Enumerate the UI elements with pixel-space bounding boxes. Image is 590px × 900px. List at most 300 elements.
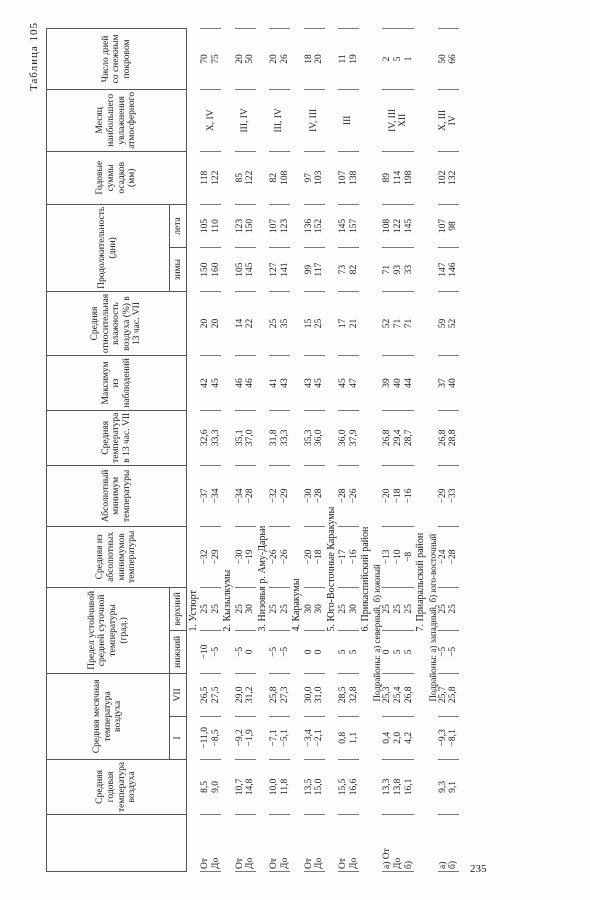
cell-line: −29 <box>210 549 221 565</box>
cell-line: 30 <box>348 604 359 614</box>
header-max-obs: Максимум из наблюдений <box>47 356 187 411</box>
cell-line: 0,8 <box>337 731 348 744</box>
table-cell-c9 <box>382 356 414 411</box>
table-cell-c2 <box>382 716 414 759</box>
cell-line: −7,1 <box>269 729 280 747</box>
table-cell-c9 <box>200 356 221 411</box>
cell-line: 75 <box>210 54 221 64</box>
cell-line: 4,2 <box>403 731 414 744</box>
header-months-moist: Месяц наибольшего увлажнения атмосферного <box>47 89 187 151</box>
cell-line: 73 <box>337 264 348 275</box>
cell-line: 45 <box>210 378 221 388</box>
cell-line: 70 <box>200 54 211 64</box>
cell-line: 28,7 <box>403 429 414 447</box>
cell-line: 25 <box>382 604 393 614</box>
table-row <box>235 28 256 871</box>
cell-line: 147 <box>437 262 448 277</box>
cell-line: 1 <box>403 56 414 62</box>
cell-line: −20 <box>303 549 314 565</box>
table-cell-c7 <box>304 465 325 526</box>
cell-line: 89 <box>382 173 393 183</box>
table-cell-c10 <box>235 291 256 355</box>
cell-line: 16,6 <box>348 778 359 796</box>
cell-line: а) От <box>382 848 393 869</box>
cell-line: −2,1 <box>314 729 325 747</box>
table-cell-c3 <box>438 673 459 716</box>
cell-line: 15,5 <box>337 778 348 796</box>
table-cell-c10 <box>200 291 221 355</box>
cell-line: 132 <box>448 170 459 185</box>
cell-line: −33 <box>448 488 459 504</box>
table-cell-c11 <box>338 248 359 292</box>
table-cell-c15 <box>269 28 290 89</box>
cell-line: 25 <box>279 604 290 614</box>
table-cell-c15 <box>304 28 325 89</box>
header-threshold-high: верхний <box>170 587 187 630</box>
table-cell-c3 <box>338 673 359 716</box>
cell-line: 102 <box>437 170 448 185</box>
cell-line: 14,8 <box>245 778 256 796</box>
table-cell-c13 <box>200 151 221 204</box>
cell-line: 114 <box>393 170 404 185</box>
cell-line: 99 <box>303 264 314 275</box>
cell-line: 25 <box>337 604 348 614</box>
cell-line: 9,1 <box>448 781 459 793</box>
cell-line: −32 <box>269 488 280 504</box>
section-title: 2. Кызылкумы <box>222 569 234 632</box>
cell-line: −5 <box>269 646 280 657</box>
table-title: Таблица 105 <box>28 22 40 92</box>
section-title: 4. Каракумы <box>291 578 303 632</box>
cell-line: 71 <box>403 318 414 329</box>
table-cell-c7 <box>382 465 414 526</box>
cell-line: 108 <box>279 170 290 185</box>
cell-line: −16 <box>348 549 359 565</box>
table-cell-c9 <box>438 356 459 411</box>
cell-line: 42 <box>200 378 211 388</box>
header-duration: Продолжительность (дни) <box>47 204 170 291</box>
cell-line: 10,0 <box>269 778 280 796</box>
cell-line: 32,6 <box>200 429 211 447</box>
cell-line: 43 <box>303 378 314 388</box>
table-cell-c14 <box>200 89 221 151</box>
cell-line: От <box>200 857 211 869</box>
table-cell-c4 <box>382 630 414 673</box>
cell-line: 35,3 <box>303 429 314 447</box>
cell-line: −5 <box>210 646 221 657</box>
row-label-cell <box>200 815 221 872</box>
row-label-cell <box>304 815 325 872</box>
cell-line: 160 <box>210 262 221 277</box>
cell-line: 0 <box>303 649 314 655</box>
cell-line: До <box>348 857 359 869</box>
cell-line: −5 <box>437 646 448 657</box>
cell-line: −10 <box>200 644 211 660</box>
table-cell-c12 <box>304 204 325 248</box>
cell-line: −26 <box>269 549 280 565</box>
table-row <box>438 28 459 871</box>
table-cell-c2 <box>235 716 256 759</box>
cell-line: 25,4 <box>393 686 404 704</box>
table-cell-c4 <box>304 630 325 673</box>
table-cell-c10 <box>382 291 414 355</box>
header-avg-month: Средняя месячная температура воздуха <box>47 673 170 759</box>
cell-line: От <box>303 857 314 869</box>
cell-line: 25 <box>269 604 280 614</box>
cell-line: 27,3 <box>279 686 290 704</box>
cell-line: 5 <box>337 649 348 655</box>
header-abs-min: Абсолютный минимум температуры <box>47 465 187 526</box>
cell-line: −13 <box>382 549 393 565</box>
cell-line: III <box>343 115 354 126</box>
cell-line: До <box>245 857 256 869</box>
cell-line: 9,0 <box>210 781 221 793</box>
table-cell-c7 <box>200 465 221 526</box>
table-cell-c15 <box>438 28 459 89</box>
cell-line: 123 <box>234 218 245 234</box>
cell-line: 150 <box>200 262 211 277</box>
cell-line: −20 <box>382 488 393 504</box>
header-avg-year-temp: Средняя годовая температура воздуха <box>47 759 187 814</box>
cell-line: 30 <box>245 604 256 614</box>
cell-line: 35 <box>279 318 290 329</box>
table-cell-c5 <box>438 587 459 630</box>
cell-line: IV <box>448 115 459 126</box>
section-title-row <box>359 28 372 871</box>
cell-line: −16 <box>403 488 414 504</box>
cell-line: 97 <box>303 173 314 183</box>
cell-line: −19 <box>245 549 256 565</box>
cell-line: 26,8 <box>382 429 393 447</box>
table-cell-c8 <box>304 410 325 465</box>
cell-line: 85 <box>234 173 245 183</box>
cell-line: 0 <box>245 649 256 655</box>
cell-line: −11,0 <box>200 727 211 749</box>
table-cell-c2 <box>200 716 221 759</box>
cell-line: III, IV <box>239 108 250 133</box>
table-cell-c3 <box>235 673 256 716</box>
cell-line: 123 <box>279 218 290 234</box>
table-cell-c7 <box>338 465 359 526</box>
cell-line: 25 <box>200 604 211 614</box>
cell-line: 26,8 <box>437 429 448 447</box>
cell-line: 19 <box>348 54 359 64</box>
cell-line: 66 <box>448 54 459 64</box>
header-duration-winter: зимы <box>170 248 187 292</box>
table-cell-c4 <box>438 630 459 673</box>
table-cell-c11 <box>382 248 414 292</box>
cell-line: 5 <box>348 649 359 655</box>
section-title: 7. Приаральский район <box>415 532 427 632</box>
cell-line: X, III <box>437 109 448 131</box>
table-cell-c11 <box>438 248 459 292</box>
cell-line: −5 <box>448 646 459 657</box>
cell-line: 98 <box>448 221 459 231</box>
cell-line: 145 <box>403 218 414 234</box>
cell-line: От <box>269 857 280 869</box>
table-cell-c13 <box>269 151 290 204</box>
cell-line: 82 <box>348 264 359 275</box>
section-title-row <box>221 28 234 871</box>
table-cell-c14 <box>304 89 325 151</box>
cell-line: −5 <box>279 646 290 657</box>
header-threshold-low: нижний <box>170 630 187 673</box>
table-cell-c11 <box>304 248 325 292</box>
cell-line: −3,4 <box>303 729 314 747</box>
cell-line: б) <box>448 861 459 869</box>
table-cell-c13 <box>382 151 414 204</box>
section-title: 3. Низовья р. Аму-Дарьи <box>256 525 268 632</box>
cell-line: X, IV <box>205 109 216 132</box>
cell-line: 25,8 <box>269 686 280 704</box>
table-cell-c12 <box>438 204 459 248</box>
climate-table <box>46 28 459 872</box>
cell-line: 25 <box>210 604 221 614</box>
cell-line: 18 <box>303 54 314 64</box>
section-title-row <box>187 28 201 871</box>
cell-line: 22 <box>245 318 256 329</box>
section-subtitle-row <box>428 28 438 871</box>
cell-line: От <box>234 857 245 869</box>
cell-line: До <box>210 857 221 869</box>
cell-line: 25 <box>393 604 404 614</box>
cell-line: 33,3 <box>279 429 290 447</box>
cell-line: IV, III <box>308 108 319 132</box>
section-subtitle: Подрайоны: а) западный, б) юго-восточный <box>427 533 438 702</box>
cell-line: 16,1 <box>403 778 414 796</box>
cell-line: 15,0 <box>314 778 325 796</box>
cell-line: 11,8 <box>279 778 290 796</box>
cell-line: 71 <box>393 318 404 329</box>
cell-line: 25,7 <box>437 686 448 704</box>
cell-line: 59 <box>437 318 448 329</box>
cell-line: б) <box>403 861 414 869</box>
cell-line: 52 <box>382 318 393 329</box>
cell-line: 29,4 <box>393 429 404 447</box>
table-cell-c13 <box>304 151 325 204</box>
table-cell-c8 <box>382 410 414 465</box>
cell-line: −8,1 <box>448 729 459 747</box>
table-row <box>200 28 221 871</box>
table-cell-c12 <box>269 204 290 248</box>
table-cell-c9 <box>235 356 256 411</box>
header-duration-summer: лета <box>170 204 187 248</box>
cell-line: 26,5 <box>200 686 211 704</box>
cell-line: 0 <box>382 649 393 655</box>
cell-line: 127 <box>269 262 280 277</box>
header-label <box>47 815 187 872</box>
cell-line: −9,3 <box>437 729 448 747</box>
table-cell-c12 <box>382 204 414 248</box>
cell-line: 150 <box>245 218 256 234</box>
cell-line: XII <box>398 113 409 127</box>
table-cell-c14 <box>235 89 256 151</box>
cell-line: 2 <box>382 56 393 62</box>
cell-line: 44 <box>403 378 414 388</box>
cell-line: 152 <box>314 218 325 234</box>
cell-line: 37 <box>437 378 448 388</box>
cell-line: 31,2 <box>245 686 256 704</box>
cell-line: 105 <box>234 262 245 277</box>
cell-line: 33,3 <box>210 429 221 447</box>
cell-line: 25 <box>403 604 414 614</box>
table-cell-c8 <box>269 410 290 465</box>
row-label-cell <box>338 815 359 872</box>
cell-line: 20 <box>210 318 221 329</box>
cell-line: 40 <box>393 378 404 388</box>
cell-line: 198 <box>403 170 414 185</box>
cell-line: 46 <box>234 378 245 388</box>
cell-line: −28 <box>245 488 256 504</box>
table-cell-c1 <box>235 759 256 814</box>
cell-line: 1,1 <box>348 731 359 744</box>
table-row <box>304 28 325 871</box>
table-cell-c5 <box>382 587 414 630</box>
cell-line: 20 <box>314 54 325 64</box>
cell-line: 141 <box>279 262 290 277</box>
cell-line: 52 <box>448 318 459 329</box>
cell-line: 82 <box>269 173 280 183</box>
table-cell-c3 <box>200 673 221 716</box>
cell-line: 45 <box>337 378 348 388</box>
cell-line: 0 <box>314 649 325 655</box>
table-cell-c8 <box>338 410 359 465</box>
cell-line: −5,1 <box>279 729 290 747</box>
cell-line: −29 <box>279 488 290 504</box>
table-cell-c11 <box>200 248 221 292</box>
header-precip: Годовые суммы осадков (мм) <box>47 151 187 204</box>
cell-line: 30,0 <box>303 686 314 704</box>
table-cell-c11 <box>235 248 256 292</box>
row-label-cell <box>382 815 414 872</box>
table-cell-c9 <box>304 356 325 411</box>
cell-line: До <box>314 857 325 869</box>
table-cell-c7 <box>438 465 459 526</box>
cell-line: −9,2 <box>234 729 245 747</box>
cell-line: 25,3 <box>382 686 393 704</box>
cell-line: До <box>279 857 290 869</box>
table-cell-c12 <box>338 204 359 248</box>
table-cell-c14 <box>438 89 459 151</box>
section-title: 5. Юго-Восточные Каракумы <box>325 506 337 632</box>
table-cell-c12 <box>235 204 256 248</box>
table-cell-c1 <box>200 759 221 814</box>
cell-line: 25 <box>314 318 325 329</box>
table-cell-c5 <box>235 587 256 630</box>
row-label-cell <box>235 815 256 872</box>
cell-line: 136 <box>303 218 314 234</box>
table-cell-c6 <box>235 526 256 587</box>
table-cell-c8 <box>235 410 256 465</box>
section-title-row <box>256 28 269 871</box>
table-cell-c10 <box>438 291 459 355</box>
table-cell-c6 <box>200 526 221 587</box>
cell-line: 28,5 <box>337 686 348 704</box>
table-cell-c15 <box>382 28 414 89</box>
cell-line: −34 <box>234 488 245 504</box>
cell-line: −29 <box>437 488 448 504</box>
cell-line: −28 <box>314 488 325 504</box>
cell-line: 41 <box>269 378 280 388</box>
table-cell-c11 <box>269 248 290 292</box>
cell-line: 20 <box>234 54 245 64</box>
cell-line: 39 <box>382 378 393 388</box>
header-avg-temp-13: Средняя температура в 13 час. VII <box>47 410 187 465</box>
cell-line: −26 <box>279 549 290 565</box>
header-avg-rel-hum: Средняя относительная влажность воздуха (%) в 13 час. VII <box>47 291 187 355</box>
cell-line: 10,7 <box>234 778 245 796</box>
cell-line: 21 <box>348 318 359 329</box>
cell-line: 138 <box>348 170 359 185</box>
cell-line: 15 <box>303 318 314 329</box>
cell-line: −26 <box>348 488 359 504</box>
cell-line: 107 <box>437 218 448 234</box>
cell-line: 46 <box>245 378 256 388</box>
cell-line: 71 <box>382 264 393 275</box>
cell-line: 28,8 <box>448 429 459 447</box>
cell-line: 117 <box>314 262 325 277</box>
table-cell-c6 <box>438 526 459 587</box>
cell-line: 32,8 <box>348 686 359 704</box>
cell-line: IV, III <box>387 108 398 132</box>
cell-line: а) <box>437 861 448 869</box>
cell-line: 36,0 <box>314 429 325 447</box>
table-cell-c10 <box>269 291 290 355</box>
cell-line: 145 <box>337 218 348 234</box>
header-snow-days: Число дней со снежным покровом <box>47 28 187 89</box>
table-cell-c9 <box>338 356 359 411</box>
cell-line: −1,9 <box>245 729 256 747</box>
section-subtitle: Подрайоны: а) северный, б) южный <box>372 564 383 702</box>
cell-line: 43 <box>279 378 290 388</box>
section-title: 1. Устюрт <box>188 590 199 632</box>
cell-line: 27,5 <box>210 686 221 704</box>
cell-line: 5 <box>393 56 404 62</box>
section-title: 6. Прикаспийский район <box>360 526 372 632</box>
cell-line: −8 <box>403 551 414 562</box>
table-row <box>382 28 414 871</box>
table-cell-c5 <box>200 587 221 630</box>
table-cell-c3 <box>382 673 414 716</box>
table-cell-c4 <box>269 630 290 673</box>
cell-line: −28 <box>448 549 459 565</box>
row-label-cell <box>438 815 459 872</box>
table-cell-c5 <box>269 587 290 630</box>
header-month-vii: VII <box>170 673 187 716</box>
cell-line: 25 <box>269 318 280 329</box>
cell-line: 17 <box>337 318 348 329</box>
table-cell-c13 <box>438 151 459 204</box>
cell-line: 2,0 <box>393 731 404 744</box>
table-row <box>269 28 290 871</box>
header-threshold: Предел устойчивой средней суточной температуры (град.) <box>47 587 170 673</box>
table-cell-c15 <box>200 28 221 89</box>
cell-line: 25,8 <box>448 686 459 704</box>
table-cell-c3 <box>269 673 290 716</box>
cell-line: 13,8 <box>393 778 404 796</box>
cell-line: 108 <box>382 218 393 234</box>
table-cell-c4 <box>200 630 221 673</box>
rotated-table-container <box>28 22 568 872</box>
cell-line: 20 <box>200 318 211 329</box>
table-cell-c15 <box>338 28 359 89</box>
table-cell-c5 <box>304 587 325 630</box>
table-cell-c9 <box>269 356 290 411</box>
cell-line: 20 <box>269 54 280 64</box>
cell-line: −5 <box>234 646 245 657</box>
section-subtitle-row <box>372 28 382 871</box>
cell-line: 5 <box>393 649 404 655</box>
